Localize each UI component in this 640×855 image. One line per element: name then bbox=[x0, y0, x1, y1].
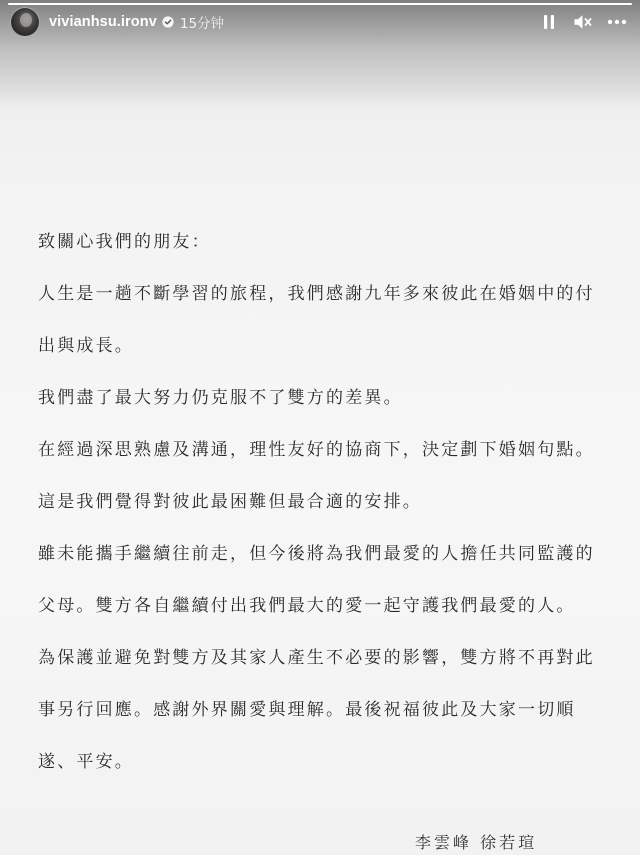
username[interactable]: vivianhsu.ironv bbox=[49, 14, 157, 30]
story-header bbox=[10, 6, 630, 38]
letter-paragraph-1-line-1: 人生是一趟不斷學習的旅程，我們感謝九年多來彼此在婚姻中的付 bbox=[38, 284, 595, 304]
story-header-overlay bbox=[0, 0, 640, 110]
letter-paragraph-3: 在經過深思熟慮及溝通，理性友好的協商下，決定劃下婚姻句點。 bbox=[38, 440, 595, 460]
story-progress-bar bbox=[8, 3, 632, 5]
announcement-letter bbox=[38, 232, 616, 772]
story-controls bbox=[528, 9, 630, 35]
mute-icon[interactable] bbox=[570, 9, 596, 35]
letter-signature: 李雲峰 徐若瑄 bbox=[415, 833, 538, 852]
letter-paragraph-6-line-2: 事另行回應。感謝外界關愛與理解。最後祝福彼此及大家一切順 bbox=[38, 700, 576, 720]
verified-badge-icon bbox=[162, 16, 174, 28]
avatar[interactable] bbox=[10, 7, 40, 37]
story-progress-fill bbox=[8, 3, 632, 5]
letter-salutation: 致關心我們的朋友： bbox=[38, 232, 211, 252]
post-timestamp: 15分钟 bbox=[179, 16, 225, 32]
letter-paragraph-6-line-3: 遂、平安。 bbox=[38, 752, 134, 772]
letter-paragraph-6-line-1: 為保護並避免對雙方及其家人產生不必要的影響，雙方將不再對此 bbox=[38, 648, 595, 668]
letter-paragraph-4: 這是我們覺得對彼此最困難但最合適的安排。 bbox=[38, 492, 422, 512]
letter-paragraph-1-line-2: 出與成長。 bbox=[38, 336, 134, 356]
letter-paragraph-5-line-1: 雖未能攜手繼續往前走，但今後將為我們最愛的人擔任共同監護的 bbox=[38, 544, 595, 564]
more-options-icon[interactable] bbox=[604, 9, 630, 35]
pause-icon[interactable] bbox=[536, 9, 562, 35]
letter-paragraph-2: 我們盡了最大努力仍克服不了雙方的差異。 bbox=[38, 388, 403, 408]
letter-paragraph-5-line-2: 父母。雙方各自繼續付出我們最大的愛一起守護我們最愛的人。 bbox=[38, 596, 576, 616]
